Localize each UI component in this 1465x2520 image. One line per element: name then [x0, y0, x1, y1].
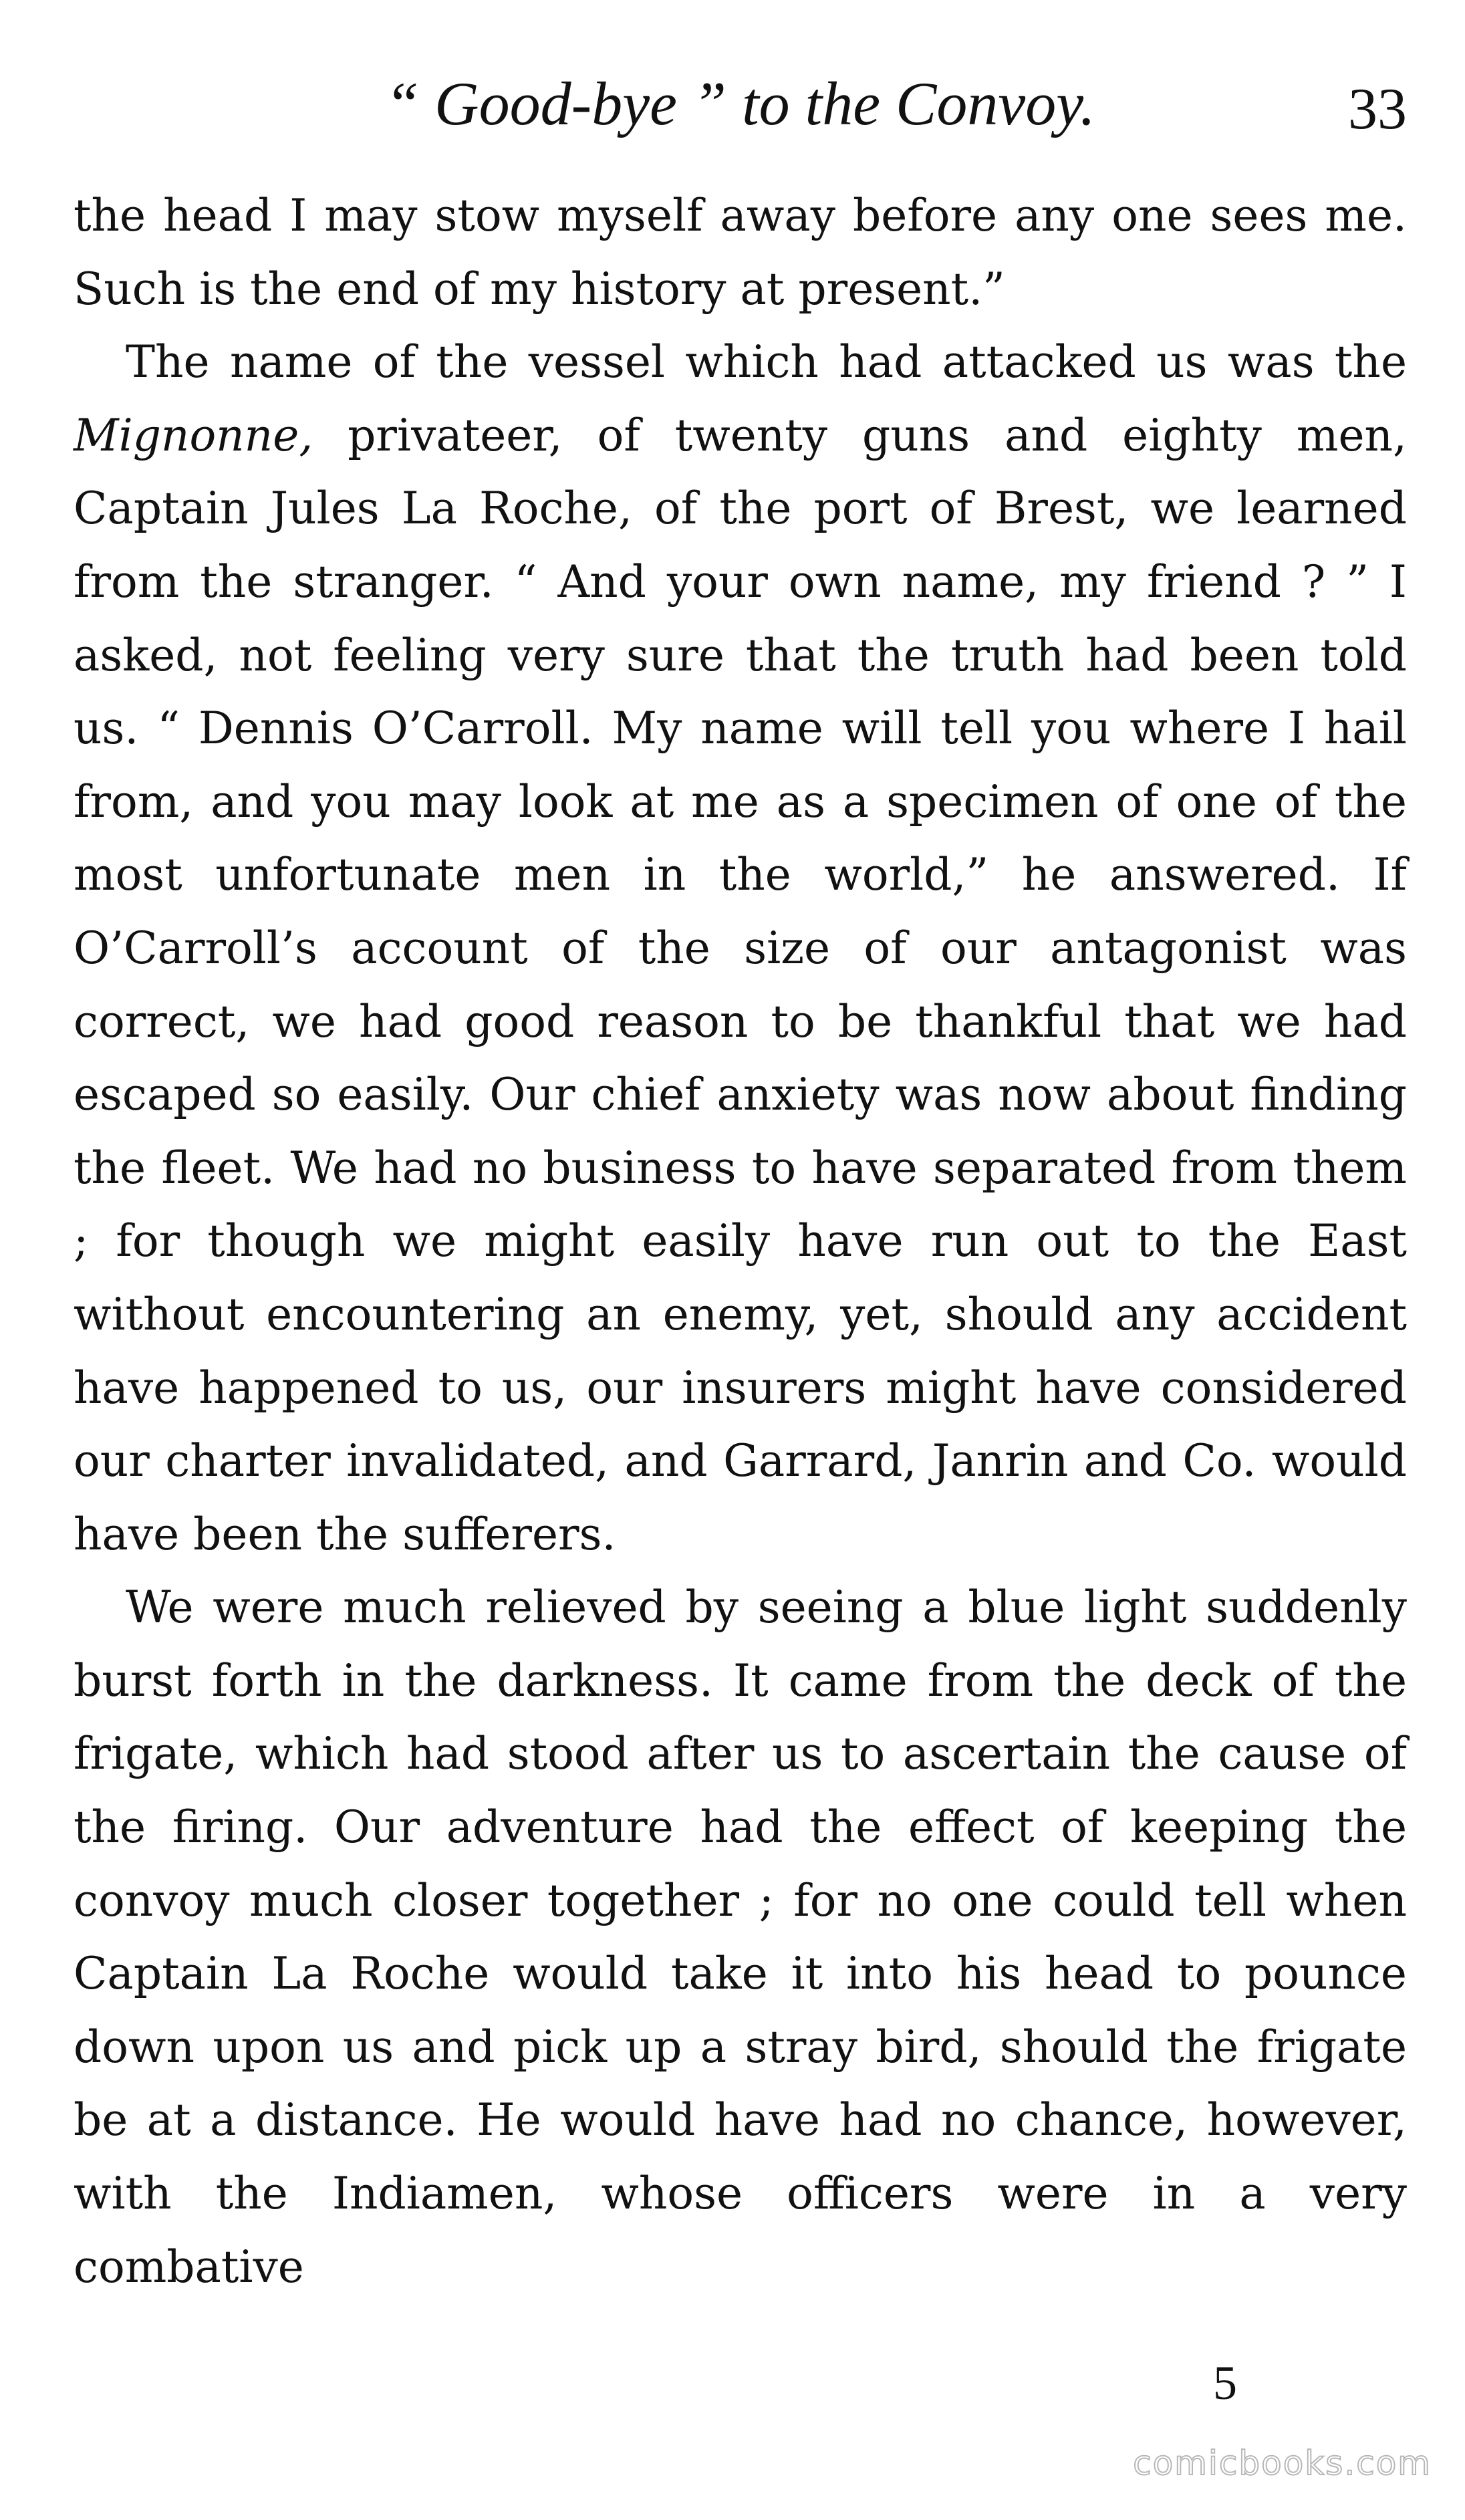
- running-head: “ Good-bye ” to the Convoy.: [385, 70, 1095, 138]
- paragraph-1: the head I may stow myself away before any one sees me. Such is the end of my history at present.”: [74, 190, 1407, 315]
- paragraph-2: [74, 326, 1407, 1571]
- watermark: comicbooks.com: [1133, 2444, 1432, 2483]
- paragraph-2-text-rest: privateer, of twenty guns and eighty men, Captain Jules La Roche, of the port of Brest, we learned from the stranger. “ And your own name, my friend ? ” I asked, not feeling very sure that the truth had been told us. “ Dennis O’Carroll. My name will tell you where I hail from, and you may look at me as a specimen of one of the most unfortunate men in the world,” he answered. If O’Carroll’s account of the size of our antagonist was correct, we had good reason to be thankful that we had escaped so easily. Our chief anxiety was now about finding the fleet. We had no business to have separated from them ; for though we might easily have run out to the East without encountering an enemy, yet, should any accident have happened to us, our insurers might have considered our charter invalidated, and Garrard, Janrin and Co. would have been the sufferers.: [74, 409, 1407, 1560]
- paragraph-3: We were much relieved by seeing a blue light suddenly burst forth in the darkness. It came from the deck of the frigate, which had stood after us to ascertain the cause of the firing. Our adventure had the effect of keeping the convoy much closer together ; for no one could tell when Captain La Roche would take it into his head to pounce down upon us and pick up a stray bird, should the frigate be at a distance. He would have had no chance, however, with the Indiamen, whose officers were in a very combative: [74, 1582, 1407, 2293]
- page-number: 33: [1348, 77, 1407, 142]
- signature-mark: 5: [1213, 2356, 1237, 2410]
- ship-name-italic: Mignonne,: [74, 409, 313, 461]
- body-text: [74, 179, 1407, 2303]
- page-header: [74, 67, 1407, 140]
- paragraph-2-text-start: The name of the vessel which had attacked us was the: [126, 336, 1407, 388]
